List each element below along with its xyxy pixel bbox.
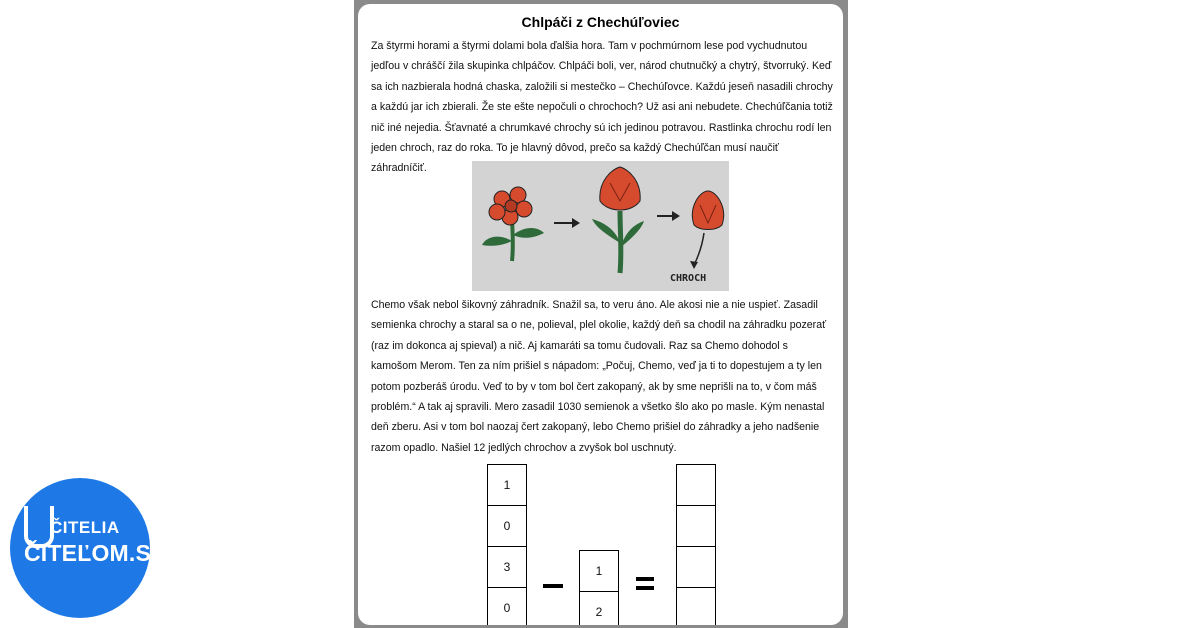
minuend-digit-cell: 1 [487,464,527,506]
minuend-digit-cell: 0 [487,505,527,547]
result-digit-input[interactable] [676,587,716,625]
minuend-column [487,465,527,625]
subtrahend-digit-cell: 1 [579,550,619,592]
logo-text-line-1: ČITELIA [50,518,120,537]
chroch-illustration [472,161,729,291]
document-title: Chlpáči z Chechúľoviec [521,14,680,30]
equals-sign-bottom [636,586,654,590]
story-paragraph-2: Chemo však nebol šikovný záhradník. Snažil sa, to veru áno. Ale akosi nie a nie uspieť. Zasadil semienka chrochy a staral sa o ne, polieval, plel okolie, každý deň sa chodil na záhradku pozerať (raz im dokonca aj spieval) a nič. Aj kamaráti sa tomu čudovali. Raz sa Chemo dohodol s kamošom Merom. Ten za ním prišiel s nápadom: „Počuj, Chemo, veď ja ti to dopestujem a ty len potom pozberáš úrodu. Veď to by v tom bol čert zakopaný, ak by sme neprišli na to, v čom máš problém.“ A tak aj spravili. Mero zasadil 1030 semienok a všetko šlo ako po masle. Kým nenastal deň zberu. Asi v tom bol naozaj čert zakopaný, lebo Chemo prišiel do záhradky a jeho nadšenie razom opadlo. Našiel 12 jedlých chrochov a zvyšok bol uschnutý. [371,299,827,454]
arrow-right-icon [554,218,580,228]
worksheet-page [358,4,843,625]
arrow-down-icon [690,233,704,269]
chroch-fruit-icon [692,191,723,230]
arrow-right-icon [657,211,680,221]
subtrahend-column [579,551,619,625]
subtrahend-digit-cell: 2 [579,591,619,625]
result-column [676,465,716,625]
minus-sign [543,584,563,588]
minuend-digit-cell: 3 [487,546,527,588]
chroch-growth-drawing [472,161,729,291]
minuend-digit-cell: 0 [487,587,527,625]
result-digit-input[interactable] [676,505,716,547]
story-paragraph-1: Za štyrmi horami a štyrmi dolami bola ďalšia hora. Tam v pochmúrnom lese pod vychudnutou jedľou v chráščí žila skupinka chlpáčov. Chlpáči boli, ver, národ chutnučký a chytrý, štvorruký. Keď sa ich nazbierala hodná chaska, založili si mestečko – Chechúľovce. Každú jeseň nasadili chrochy a každú jar ich zbierali. Že ste ešte nepočuli o chrochoch? Už asi ani nebudete. Chechúľčania totiž nič iné nejedia. Šťavnaté a chrumkavé chrochy sú ich jedinou potravou. Rastlinka chrochu rodí len jeden chroch, raz do roka. To je hlavný dôvod, prečo sa každý Chechúľčan musí naučiť záhradníčiť. [371,40,833,175]
logo-text-line-2: ČITEĽOM.SK [24,540,168,566]
ucitelia-ucitelom-logo[interactable] [10,478,168,618]
chroch-label: CHROCH [670,273,707,284]
result-digit-input[interactable] [676,464,716,506]
equals-sign-top [636,577,654,581]
result-digit-input[interactable] [676,546,716,588]
blooming-flower-icon [482,187,544,261]
bud-flower-icon [592,167,644,273]
